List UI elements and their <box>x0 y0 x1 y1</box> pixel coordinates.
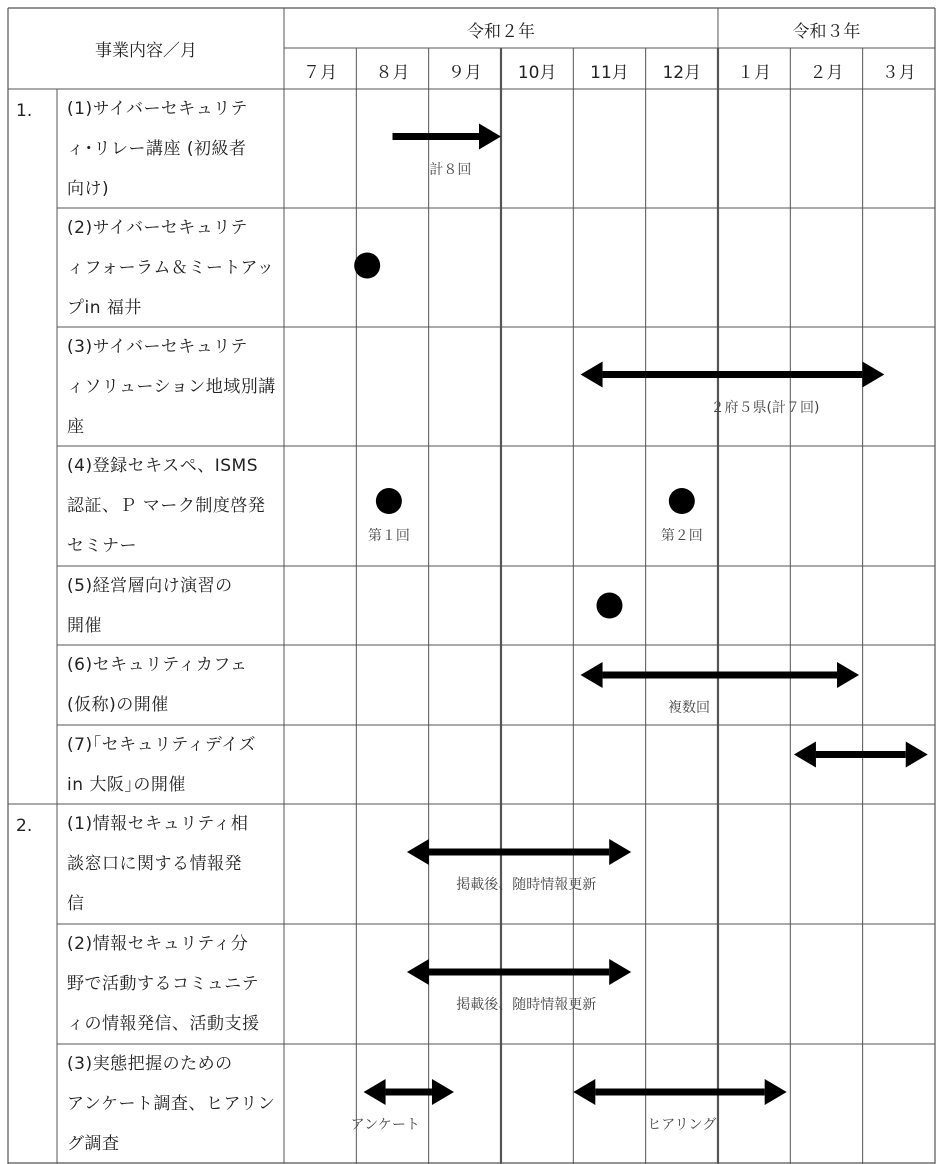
item-month-header: 事業内容／月 <box>95 41 197 61</box>
month-header: 11月 <box>590 63 629 83</box>
month-header: ７月 <box>303 63 338 83</box>
event-dot-marker <box>596 593 622 619</box>
task-description-line: (1)サイバーセキュリテ <box>67 98 248 119</box>
task-description-line: 認証、Ｐ マーク制度啓発 <box>67 496 266 516</box>
event-dot-marker <box>669 488 695 514</box>
task-description-line: (2)サイバーセキュリテ <box>67 217 248 238</box>
year-label: 令和３年 <box>792 22 861 42</box>
month-header: 12月 <box>662 63 702 83</box>
event-note: 第２回 <box>660 528 703 544</box>
period-double-arrow <box>794 742 928 768</box>
task-description-line: ィ･リレー講座 (初級者 <box>67 138 247 159</box>
period-note: ヒアリング <box>647 1117 717 1133</box>
period-note: ２府５県(計７回) <box>710 399 820 416</box>
task-description-line: (2)情報セキュリティ分 <box>67 934 249 954</box>
task-description-line: 向け) <box>67 178 110 199</box>
group-number: 2. <box>16 816 33 836</box>
task-description-line: (3)サイバーセキュリテ <box>67 336 248 357</box>
month-header: １月 <box>737 63 772 83</box>
task-description-line: グ調査 <box>67 1134 120 1154</box>
period-double-arrow <box>407 839 631 865</box>
task-description-line: 野で活動するコミュニテ <box>67 974 260 994</box>
task-description-line: (4)登録セキスペ、ISMS <box>67 456 259 476</box>
task-description-line: 談窓口に関する情報発 <box>67 854 242 874</box>
period-note: 掲載後、随時情報更新 <box>456 997 597 1013</box>
period-double-arrow <box>573 1079 786 1105</box>
event-dot-marker <box>354 253 380 279</box>
task-description-line: 開催 <box>67 615 102 636</box>
period-double-arrow <box>581 362 885 388</box>
task-description-line: in 大阪｣の開催 <box>67 774 186 795</box>
task-description-line: 座 <box>67 416 85 437</box>
task-description-line: (仮称)の開催 <box>67 695 169 715</box>
period-double-arrow <box>581 662 859 688</box>
task-description-line: ィの情報発信、活動支援 <box>67 1014 260 1034</box>
task-description-line: セミナー <box>67 536 137 556</box>
task-description-line: ィソリューション地域別講 <box>67 376 276 397</box>
month-header: ８月 <box>375 63 410 83</box>
task-description-line: (3)実態把握のための <box>67 1054 233 1074</box>
task-description-line: (7)｢セキュリティデイズ <box>67 734 257 755</box>
task-description-line: (5)経営層向け演習の <box>67 575 233 596</box>
month-header: 10月 <box>517 63 557 83</box>
year-label: 令和２年 <box>466 22 535 42</box>
period-note: アンケート <box>350 1117 420 1133</box>
month-header: ３月 <box>881 63 916 83</box>
task-description-line: ィフォーラム＆ミートアッ <box>67 257 275 278</box>
month-header: ２月 <box>809 63 844 83</box>
month-header: ９月 <box>447 63 482 83</box>
period-note: 計８回 <box>429 161 472 178</box>
task-description-line: (1)情報セキュリティ相 <box>67 814 249 834</box>
group-number: 1. <box>16 101 33 121</box>
period-double-arrow <box>364 1079 454 1105</box>
event-dot-marker <box>376 488 402 514</box>
task-description-line: 信 <box>67 894 85 914</box>
event-note: 第１回 <box>367 528 410 544</box>
task-description-line: アンケート調査、ヒアリン <box>67 1094 276 1114</box>
period-double-arrow <box>407 959 631 985</box>
period-arrow <box>392 124 500 150</box>
period-note: 複数回 <box>668 700 711 716</box>
task-description-line: プin 福井 <box>67 297 142 318</box>
period-note: 掲載後、随時情報更新 <box>456 877 597 893</box>
task-description-line: (6)セキュリティカフェ <box>67 655 248 675</box>
